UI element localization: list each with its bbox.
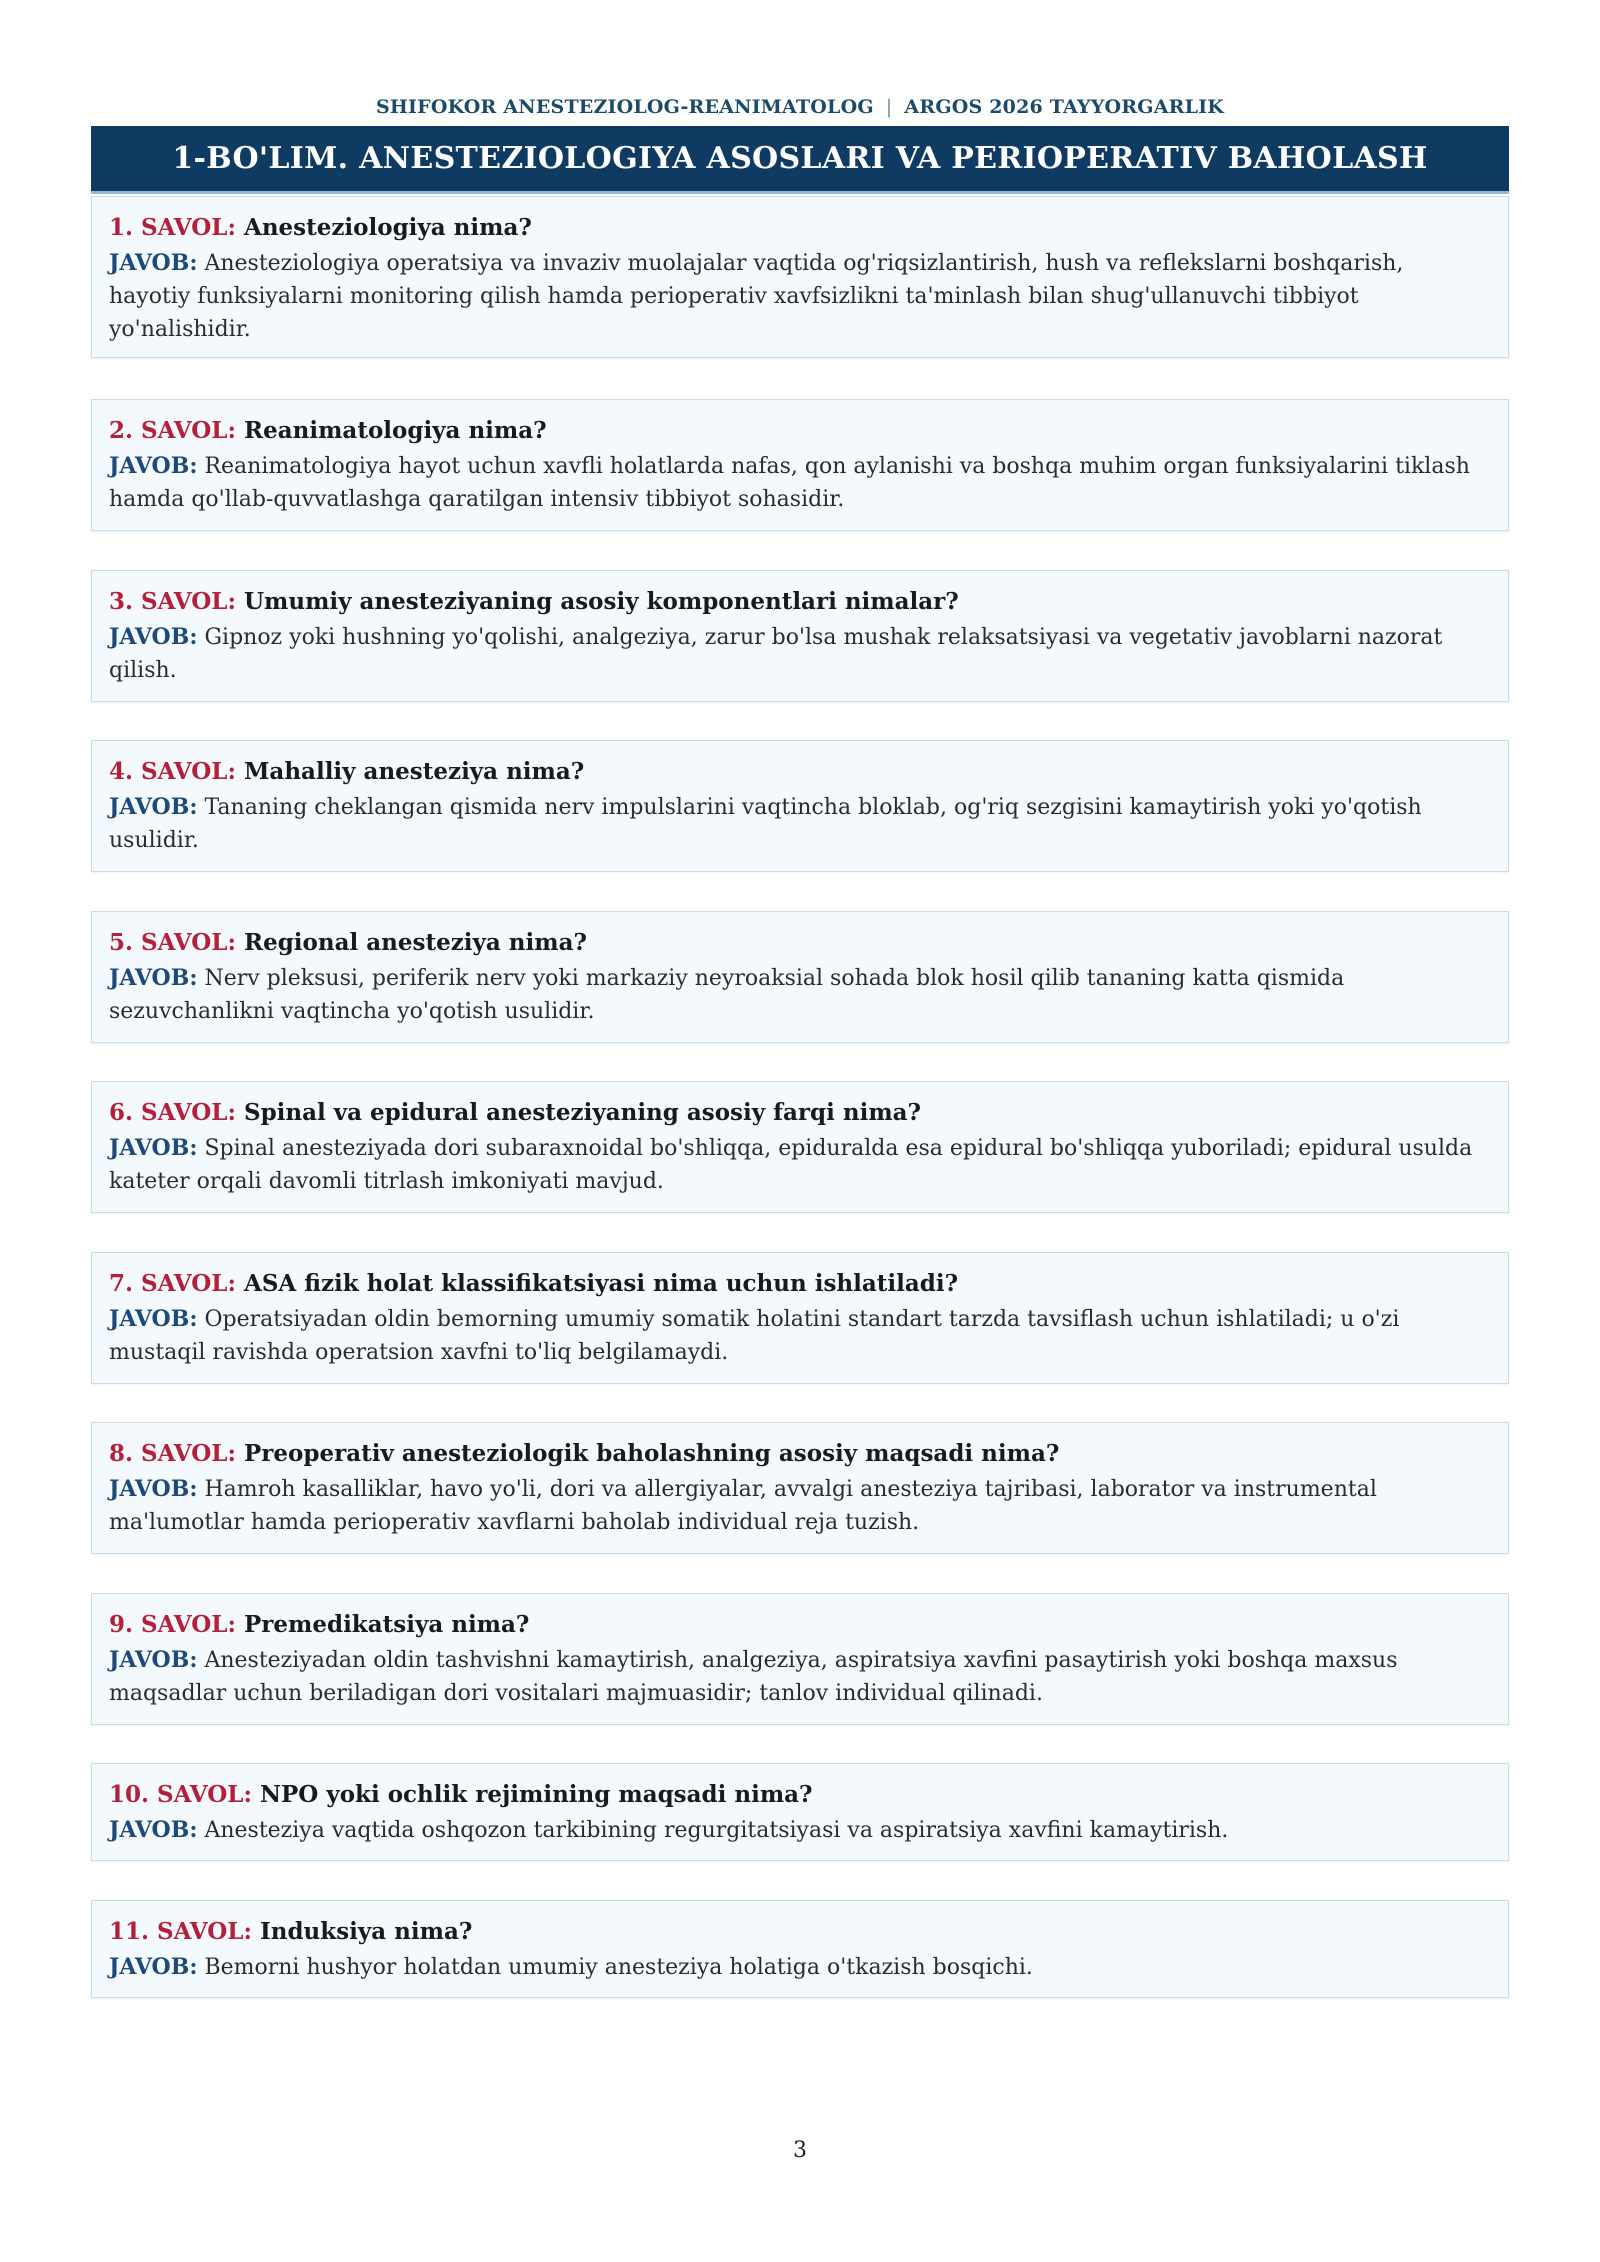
question-number: 2. SAVOL: (109, 417, 236, 444)
answer-label: JAVOB: (109, 1306, 198, 1332)
answer-text: Anesteziyadan oldin tashvishni kamaytirish, analgeziya, aspiratsiya xavfini pasaytirish yoki boshqa maxsus maqsadlar uchun beriladigan dori vositalari majmuasidir; tanlov individual qilinadi. (109, 1648, 1398, 1706)
question-text: Induksiya nima? (259, 1918, 473, 1945)
answer-label: JAVOB: (109, 1647, 198, 1673)
answer-text: Tananing cheklangan qismida nerv impulslarini vaqtincha bloklab, og'riq sezgisini kamaytirish yoki yo'qotish usulidir. (109, 795, 1422, 853)
answer-text: Nerv pleksusi, periferik nerv yoki markaziy neyroaksial sohada blok hosil qilib tananing katta qismida sezuvchanlikni vaqtincha yo'qotish usulidir. (109, 966, 1345, 1024)
answer-label: JAVOB: (109, 453, 198, 479)
question-text: Preoperativ anesteziologik baholashning asosiy maqsadi nima? (243, 1440, 1060, 1467)
question-text: NPO yoki ochlik rejimining maqsadi nima? (259, 1781, 813, 1808)
answer-label: JAVOB: (109, 624, 198, 650)
answer-text: Anesteziya vaqtida oshqozon tarkibining regurgitatsiyasi va aspiratsiya xavfini kamaytirish. (204, 1818, 1229, 1843)
question-line (109, 415, 1490, 447)
answer-label: JAVOB: (109, 1135, 198, 1161)
question-text: Premedikatsiya nima? (243, 1611, 530, 1638)
question-number: 6. SAVOL: (109, 1099, 236, 1126)
answer-text: Reanimatologiya hayot uchun xavfli holatlarda nafas, qon aylanishi va boshqa muhim organ funksiyalarini tiklash hamda qo'llab-quvvatlashga qaratilgan intensiv tibbiyot sohasidir. (109, 454, 1470, 512)
question-number: 10. SAVOL: (109, 1781, 252, 1808)
question-line (109, 1097, 1490, 1129)
question-text: Spinal va epidural anesteziyaning asosiy farqi nima? (243, 1099, 922, 1126)
answer-label: JAVOB: (109, 1954, 198, 1980)
qa-card-7 (91, 1252, 1509, 1384)
question-line (109, 1609, 1490, 1641)
question-number: 3. SAVOL: (109, 588, 236, 615)
section-title: 1-BO'LIM. ANESTEZIOLOGIYA ASOSLARI VA PERIOPERATIV BAHOLASH (91, 126, 1509, 194)
question-text: Umumiy anesteziyaning asosiy komponentlari nimalar? (243, 588, 959, 615)
header-separator: | (885, 96, 893, 118)
question-number: 1. SAVOL: (109, 214, 236, 241)
qa-card-8 (91, 1422, 1509, 1554)
question-text: Reanimatologiya nima? (243, 417, 547, 444)
question-number: 11. SAVOL: (109, 1918, 252, 1945)
answer-text: Hamroh kasalliklar, havo yo'li, dori va allergiyalar, avvalgi anesteziya tajribasi, laborator va instrumental ma'lumotlar hamda perioperativ xavflarni baholab individual reja tuzish. (109, 1477, 1377, 1535)
qa-card-4 (91, 740, 1509, 872)
qa-card-5 (91, 911, 1509, 1043)
answer-line (109, 962, 1490, 1028)
question-number: 8. SAVOL: (109, 1440, 236, 1467)
qa-card-9 (91, 1593, 1509, 1725)
question-text: ASA fizik holat klassifikatsiyasi nima uchun ishlatiladi? (243, 1270, 959, 1297)
answer-line (109, 247, 1490, 346)
answer-text: Gipnoz yoki hushning yo'qolishi, analgeziya, zarur bo'lsa mushak relaksatsiyasi va vegetativ javoblarni nazorat qilish. (109, 625, 1443, 683)
header-left: SHIFOKOR ANESTEZIOLOG-REANIMATOLOG (375, 96, 874, 118)
answer-label: JAVOB: (109, 1817, 198, 1843)
answer-line (109, 621, 1490, 687)
answer-line (109, 450, 1490, 516)
question-line (109, 1438, 1490, 1470)
answer-line (109, 1473, 1490, 1539)
answer-label: JAVOB: (109, 250, 198, 276)
qa-card-3 (91, 570, 1509, 702)
answer-label: JAVOB: (109, 965, 198, 991)
answer-text: Operatsiyadan oldin bemorning umumiy somatik holatini standart tarzda tavsiflash uchun ishlatiladi; u o'zi mustaqil ravishda operatsion xavfni to'liq belgilamaydi. (109, 1307, 1400, 1365)
running-header (0, 96, 1600, 118)
answer-line (109, 1644, 1490, 1710)
question-line (109, 927, 1490, 959)
question-number: 7. SAVOL: (109, 1270, 236, 1297)
question-line (109, 1779, 1490, 1811)
qa-card-11 (91, 1900, 1509, 1998)
answer-line (109, 1814, 1490, 1847)
question-text: Anesteziologiya nima? (243, 214, 532, 241)
answer-text: Anesteziologiya operatsiya va invaziv muolajalar vaqtida og'riqsizlantirish, hush va reflekslarni boshqarish, hayotiy funksiyalarni monitoring qilish hamda perioperativ xavfsizlikni ta'minlash bilan shug'ullanuvchi tibbiyot yo'nalishidir. (109, 251, 1404, 342)
header-right: ARGOS 2026 TAYYORGARLIK (904, 96, 1225, 118)
question-line (109, 1268, 1490, 1300)
question-line (109, 1916, 1490, 1948)
answer-line (109, 791, 1490, 857)
answer-line (109, 1951, 1490, 1984)
qa-card-1 (91, 196, 1509, 358)
question-number: 9. SAVOL: (109, 1611, 236, 1638)
question-line (109, 756, 1490, 788)
qa-card-6 (91, 1081, 1509, 1213)
answer-text: Bemorni hushyor holatdan umumiy anesteziya holatiga o'tkazish bosqichi. (204, 1955, 1033, 1980)
question-text: Mahalliy anesteziya nima? (243, 758, 585, 785)
question-number: 5. SAVOL: (109, 929, 236, 956)
answer-label: JAVOB: (109, 794, 198, 820)
question-number: 4. SAVOL: (109, 758, 236, 785)
answer-text: Spinal anesteziyada dori subaraxnoidal bo'shliqqa, epiduralda esa epidural bo'shliqqa yuboriladi; epidural usulda kateter orqali davomli titrlash imkoniyati mavjud. (109, 1136, 1473, 1194)
answer-line (109, 1132, 1490, 1198)
answer-line (109, 1303, 1490, 1369)
page-number: 3 (793, 2138, 807, 2163)
question-line (109, 212, 1490, 244)
qa-card-10 (91, 1763, 1509, 1861)
qa-card-2 (91, 399, 1509, 531)
question-text: Regional anesteziya nima? (243, 929, 587, 956)
question-line (109, 586, 1490, 618)
answer-label: JAVOB: (109, 1476, 198, 1502)
